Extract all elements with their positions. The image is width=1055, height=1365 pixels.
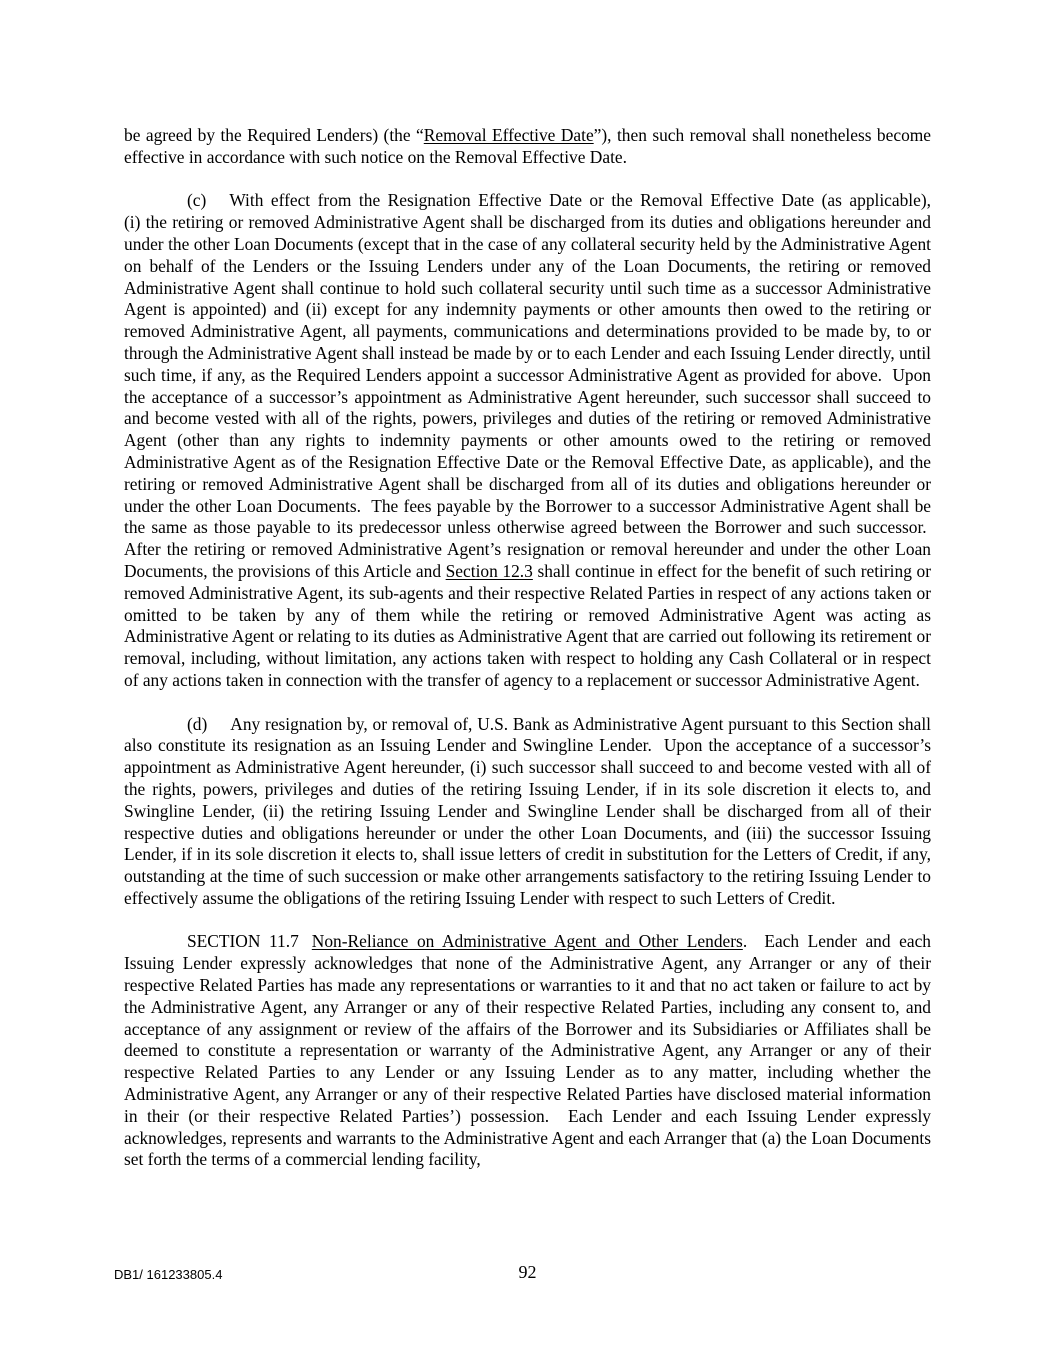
page-number: 92	[518, 1262, 537, 1282]
paragraph-removal-effective-date	[124, 125, 931, 169]
paragraph-text: ”), then such removal shall nonetheless become effective in accordance with such notice on the Removal Effective Date.	[124, 125, 932, 167]
paragraph-text: be agreed by the Required Lenders) (the “	[124, 125, 424, 145]
footer-document-id: DB1/ 161233805.4	[114, 1267, 223, 1282]
paragraph-text: . Each Lender and each Issuing Lender expressly acknowledges that none of the Administrative Agent, any Arranger or any of their respective Related Parties has made any representations or warranties to it and that no act taken or failure to act by the Administrative Agent, any Arranger or any of their respective Related Parties, including any consent to, and acceptance of any assignment or review of the affairs of the Borrower and its Subsidiaries or Affiliates shall be deemed to constitute a representation or warranty of the Administrative Agent, any Arranger or any of their respective Related Parties to any Lender or any Issuing Lender as to any matter, including whether the Administrative Agent, any Arranger or any of their respective Related Parties have disclosed material information in their (or their respective Related Parties’) possession. Each Lender and each Issuing Lender expressly acknowledges, represents and warrants to the Administrative Agent and each Arranger that (a) the Loan Documents set forth the terms of a commercial lending facility,	[124, 931, 931, 1170]
document-body	[124, 125, 931, 1193]
paragraph-d	[124, 714, 931, 910]
paragraph-text: shall continue in effect for the benefit of such retiring or removed Administrative Agent, its sub-agents and their respective Related Parties in respect of any actions taken or omitted to be taken by any of them while the retiring or removed Administrative Agent was acting as Administrative Agent or relating to its duties as Administrative Agent that are carried out following its retirement or removal, including, without limitation, any actions taken with respect to holding any Cash Collateral or in respect of any actions taken in connection with the transfer of agency to a replacement or successor Administrative Agent.	[124, 560, 931, 690]
defined-term-removal-effective-date: Removal Effective Date	[423, 125, 594, 145]
paragraph-text: Any resignation by, or removal of, U.S. Bank as Administrative Agent pursuant to this Section shall also constitute its resignation as an Issuing Lender and Swingline Lender. Upon the acceptance of a successor’s appointment as Administrative Agent hereunder, (i) such successor shall succeed to and become vested with all of the rights, powers, privileges and duties of the retiring Issuing Lender, if in its sole discretion it elects to, and Swingline Lender, (ii) the retiring Issuing Lender and Swingline Lender shall be discharged from all of their respective duties and obligations hereunder or under the other Loan Documents, and (iii) the successor Issuing Lender, if in its sole discretion it elects to, shall issue letters of credit in substitution for the Letters of Credit, if any, outstanding at the time of such succession or make other arrangements satisfactory to the retiring Issuing Lender to effectively assume the obligations of the retiring Issuing Lender with respect to such Letters of Credit.	[124, 713, 931, 908]
paragraph-marker-d: (d)	[187, 713, 208, 734]
paragraph-c	[124, 190, 931, 691]
section-reference-12-3: Section 12.3	[445, 560, 533, 581]
paragraph-marker-c: (c)	[187, 190, 207, 211]
paragraph-text: With effect from the Resignation Effective Date or the Removal Effective Date (as applicable), (i) the retiring or removed Administrative Agent shall be discharged from its duties and obligations hereunder and under the other Loan Documents (except that in the case of any collateral security held by the Administrative Agent on behalf of the Lenders or the Issuing Lenders under any of the Loan Documents, the retiring or removed Administrative Agent shall continue to hold such collateral security until such time as a successor Administrative Agent is appointed) and (ii) except for any indemnity payments or other amounts then owed to the retiring or removed Administrative Agent, all payments, communications and determinations provided to be made by, to or through the Administrative Agent shall instead be made by or to each Lender and each Issuing Lender directly, until such time, if any, as the Required Lenders appoint a successor Administrative Agent as provided for above. Upon the acceptance of a successor’s appointment as Administrative Agent hereunder, such successor shall succeed to and become vested with all of the rights, powers, privileges and duties of the retiring or removed Administrative Agent (other than any rights to indemnity payments or other amounts owed to the retiring or removed Administrative Agent as of the Resignation Effective Date or the Removal Effective Date, as applicable), and the retiring or removed Administrative Agent shall be discharged from all of its duties and obligations hereunder or under the other Loan Documents. The fees payable by the Borrower to a successor Administrative Agent shall be the same as those payable to its predecessor unless otherwise agreed between the Borrower and such successor. After the retiring or removed Administrative Agent’s resignation or removal hereunder and under the other Loan Documents, the provisions of this Article and	[124, 190, 931, 581]
section-11-7	[124, 931, 931, 1171]
section-label: SECTION 11.7	[187, 931, 299, 952]
section-heading: Non-Reliance on Administrative Agent and Other Lenders	[311, 931, 743, 952]
